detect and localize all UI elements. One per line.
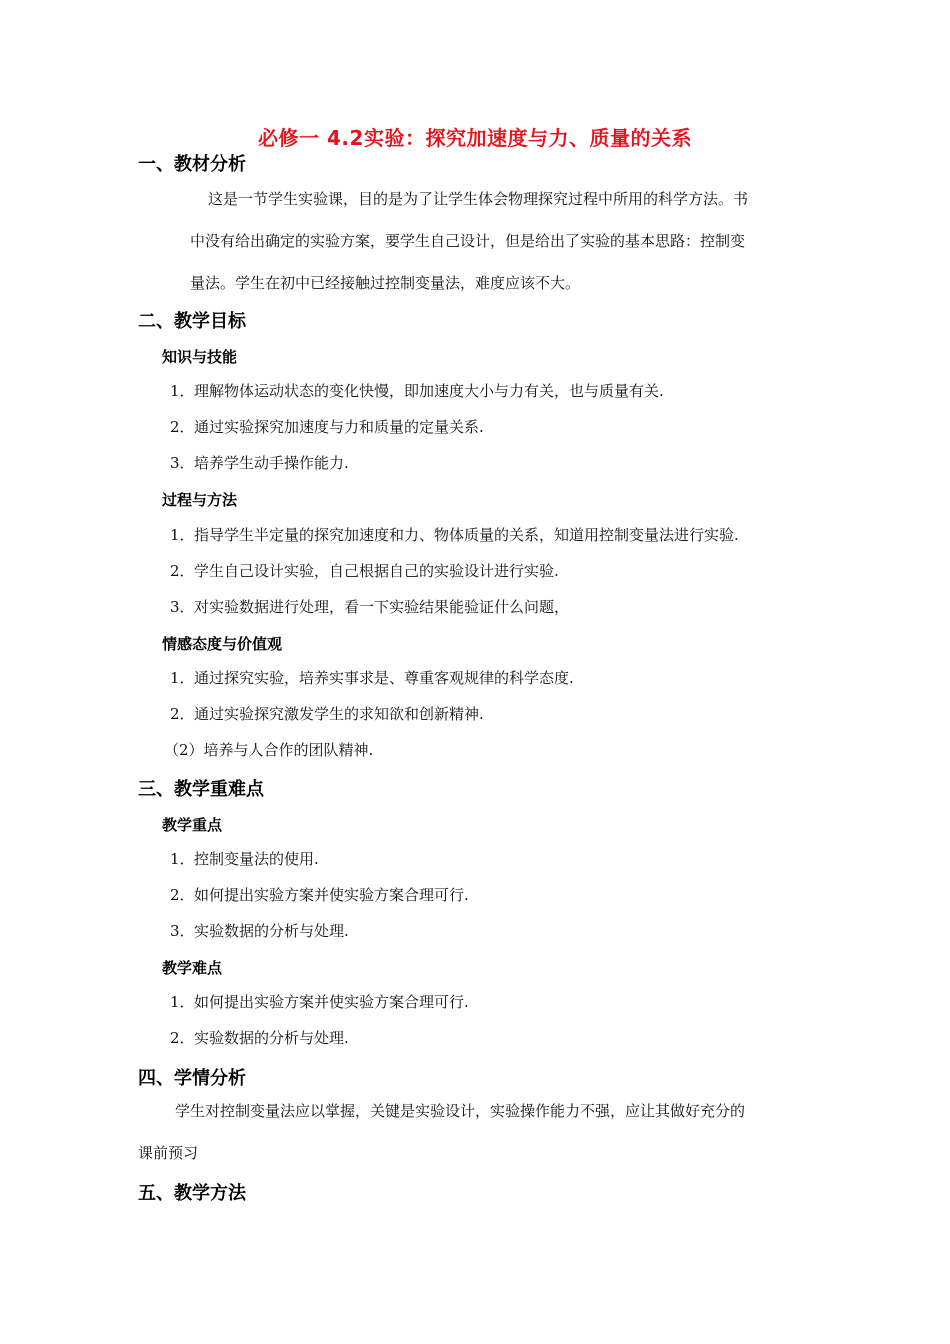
subheading-process-method: 过程与方法 <box>162 491 238 509</box>
list-item <box>170 452 349 474</box>
subheading-key-points: 教学重点 <box>162 816 223 834</box>
list-item <box>170 524 739 546</box>
list-text: 如何提出实验方案并使实验方案合理可行. <box>194 993 469 1011</box>
subheading-difficult-points: 教学难点 <box>162 959 223 977</box>
list-text: 指导学生半定量的探究加速度和力、物体质量的关系，知道用控制变量法进行实验. <box>194 526 739 544</box>
list-number: 3． <box>170 922 195 940</box>
document-title: 必修一 4.2实验：探究加速度与力、质量的关系 <box>258 126 692 150</box>
list-item: （2）培养与人合作的团队精神. <box>164 741 374 759</box>
list-item <box>170 884 469 906</box>
list-item <box>170 920 349 942</box>
paragraph-line: 中没有给出确定的实验方案，要学生自己设计，但是给出了实验的基本思路：控制变 <box>190 232 746 250</box>
list-item <box>170 416 484 438</box>
list-number: 1． <box>170 993 195 1011</box>
list-item <box>170 596 569 618</box>
list-text: 实验数据的分析与处理. <box>194 922 349 940</box>
list-number: 1． <box>170 850 195 868</box>
section-heading-student-analysis: 四、学情分析 <box>138 1068 246 1089</box>
list-text: 对实验数据进行处理，看一下实验结果能验证什么问题， <box>194 598 570 616</box>
section-heading-analysis: 一、教材分析 <box>138 154 246 175</box>
list-number: 1． <box>170 382 195 400</box>
list-item <box>170 1027 349 1049</box>
section-heading-objectives: 二、教学目标 <box>138 311 246 332</box>
list-text: 通过实验探究激发学生的求知欲和创新精神. <box>194 705 484 723</box>
list-text: 通过实验探究加速度与力和质量的定量关系. <box>194 418 484 436</box>
list-number: 2． <box>170 886 195 904</box>
list-text: 通过探究实验，培养实事求是、尊重客观规律的科学态度. <box>194 669 574 687</box>
section-heading-key-difficult: 三、教学重难点 <box>138 779 264 800</box>
section-heading-teaching-methods: 五、教学方法 <box>138 1183 246 1204</box>
list-text: 实验数据的分析与处理. <box>194 1029 349 1047</box>
list-item <box>170 991 469 1013</box>
list-number: 2． <box>170 1029 195 1047</box>
list-number: 3． <box>170 454 195 472</box>
list-number: 2． <box>170 562 195 580</box>
paragraph-line: 课前预习 <box>138 1144 199 1162</box>
list-number: 2． <box>170 418 195 436</box>
list-item <box>170 380 664 402</box>
list-item <box>170 667 574 689</box>
list-item <box>170 703 484 725</box>
list-number: 3． <box>170 598 195 616</box>
subheading-knowledge-skills: 知识与技能 <box>162 348 238 366</box>
list-number: 1． <box>170 669 195 687</box>
paragraph-line: 学生对控制变量法应以掌握，关键是实验设计，实验操作能力不强，应让其做好充分的 <box>175 1102 746 1120</box>
list-text: 控制变量法的使用. <box>194 850 319 868</box>
list-number: 2． <box>170 705 195 723</box>
list-text: 如何提出实验方案并使实验方案合理可行. <box>194 886 469 904</box>
paragraph-line: 量法。学生在初中已经接触过控制变量法，难度应该不大。 <box>190 274 581 292</box>
list-item <box>170 560 559 582</box>
list-text: 理解物体运动状态的变化快慢，即加速度大小与力有关，也与质量有关. <box>194 382 664 400</box>
list-item <box>170 848 319 870</box>
list-number: 1． <box>170 526 195 544</box>
paragraph-line: 这是一节学生实验课，目的是为了让学生体会物理探究过程中所用的科学方法。书 <box>208 190 749 208</box>
list-text: 学生自己设计实验，自己根据自己的实验设计进行实验. <box>194 562 559 580</box>
list-text: 培养学生动手操作能力. <box>194 454 349 472</box>
subheading-attitude-values: 情感态度与价值观 <box>162 635 283 653</box>
